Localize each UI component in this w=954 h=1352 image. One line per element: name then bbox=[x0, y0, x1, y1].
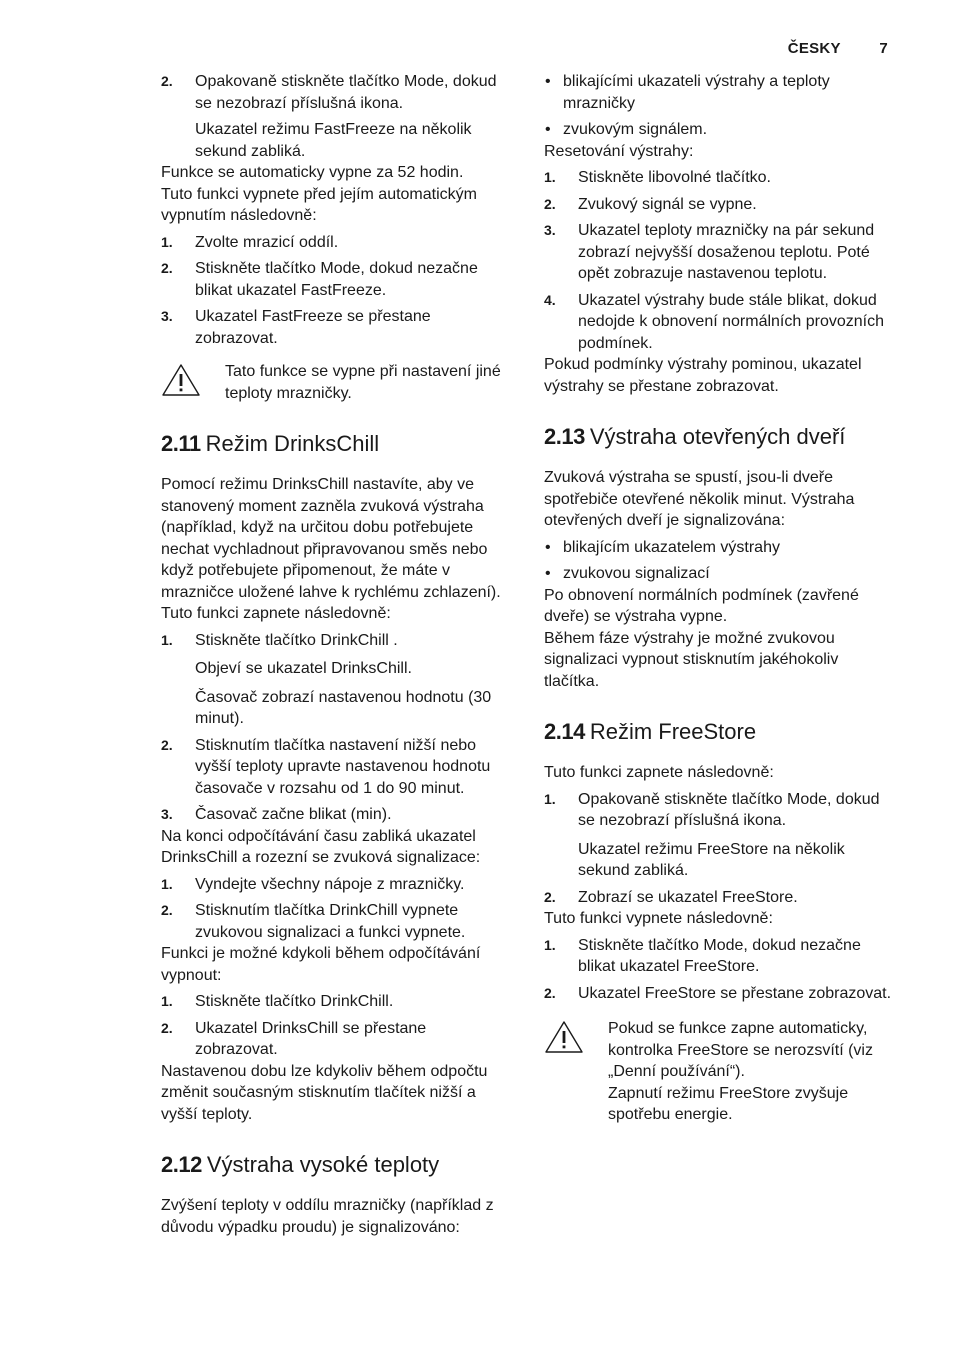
step-number: 3. bbox=[161, 308, 173, 324]
section-number: 2.11 bbox=[161, 431, 201, 456]
section-title: Režim FreeStore bbox=[589, 719, 757, 744]
paragraph: Resetování výstrahy: bbox=[544, 142, 694, 160]
list-item bbox=[544, 220, 894, 285]
step-subtext: Ukazatel režimu FreeStore na několik sekund zabliká. bbox=[578, 840, 845, 879]
bullet-dot-icon: • bbox=[545, 73, 551, 90]
section-heading bbox=[544, 423, 894, 451]
note-text: Tato funkce se vypne při nastavení jiné teploty mrazničky. bbox=[225, 363, 501, 402]
list-item bbox=[161, 735, 511, 800]
paragraph: Zvuková výstraha se spustí, jsou-li dveře spotřebiče otevřené několik minut. Výstraha otevřených dveří je signalizována: bbox=[544, 469, 855, 529]
step-text: Ukazatel DrinksChill se přestane zobrazovat. bbox=[195, 1019, 427, 1058]
bullet-dot-icon: • bbox=[545, 121, 551, 138]
bullet-item bbox=[544, 71, 894, 114]
step-text: Stiskněte libovolné tlačítko. bbox=[578, 169, 771, 186]
list-item bbox=[161, 258, 511, 301]
bullet-item bbox=[544, 563, 894, 585]
step-text: Stiskněte tlačítko DrinkChill . bbox=[195, 631, 398, 649]
step-number: 1. bbox=[161, 233, 173, 250]
list-item bbox=[161, 991, 511, 1013]
list-item bbox=[161, 630, 511, 652]
step-number: 1. bbox=[161, 875, 173, 892]
step-number: 1. bbox=[161, 631, 173, 648]
step-text: Časovač začne blikat (min). bbox=[195, 806, 392, 823]
section-title: Režim DrinksChill bbox=[205, 431, 380, 456]
step-number: 2. bbox=[161, 1019, 173, 1036]
paragraph: Po obnovení normálních podmínek (zavřené dveře) se výstraha vypne. bbox=[544, 586, 859, 625]
paragraph: Tuto funkci vypnete před jejím automatickým vypnutím následovně: bbox=[161, 185, 477, 224]
step-number: 2. bbox=[161, 260, 173, 276]
section-number: 2.14 bbox=[544, 719, 585, 744]
left-column bbox=[161, 71, 511, 1238]
bullet-dot-icon: • bbox=[545, 565, 551, 582]
note-text: Pokud se funkce zapne automaticky, kontrolka FreeStore se nerozsvítí (viz „Denní používání“). bbox=[608, 1020, 873, 1080]
paragraph: Tuto funkci zapnete následovně: bbox=[161, 605, 391, 622]
step-number: 1. bbox=[544, 936, 556, 953]
section-heading bbox=[161, 430, 511, 458]
list-item bbox=[544, 167, 894, 189]
page-header bbox=[788, 38, 888, 60]
list-item bbox=[161, 804, 511, 826]
paragraph: Tuto funkci zapnete následovně: bbox=[544, 764, 774, 781]
step-number: 2. bbox=[161, 73, 173, 89]
warning-note bbox=[161, 361, 511, 404]
step-subtext: Časovač zobrazí nastavenou hodnotu (30 minut). bbox=[195, 688, 492, 727]
language-label: ČESKY bbox=[787, 40, 841, 57]
step-text: Ukazatel FastFreeze se přestane zobrazovat. bbox=[195, 308, 431, 347]
list-item bbox=[161, 71, 511, 114]
list-item bbox=[544, 935, 894, 978]
step-number: 2. bbox=[544, 888, 556, 905]
list-item bbox=[161, 900, 511, 943]
list-item bbox=[544, 194, 894, 216]
step-text: Ukazatel teploty mrazničky na pár sekund zobrazí nejvyšší dosaženou teplotu. Poté opět zobrazuje nastavenou teplotu. bbox=[578, 222, 875, 282]
warning-note bbox=[544, 1018, 894, 1126]
bullet-text: zvukovou signalizací bbox=[563, 565, 710, 582]
section-number: 2.12 bbox=[161, 1152, 202, 1177]
paragraph: Funkci je možné kdykoli během odpočítávání vypnout: bbox=[161, 945, 481, 984]
step-number: 2. bbox=[544, 195, 556, 212]
step-subtext: Ukazatel režimu FastFreeze na několik sekund zabliká. bbox=[195, 121, 472, 160]
step-text: Zvolte mrazicí oddíl. bbox=[195, 233, 339, 251]
section-title: Výstraha otevřených dveří bbox=[589, 424, 846, 449]
paragraph: Funkce se automaticky vypne za 52 hodin. bbox=[161, 164, 464, 181]
step-text: Stisknutím tlačítka nastavení nižší nebo vyšší teploty upravte nastavenou hodnotu časovače v rozsahu od 1 do 90 minut. bbox=[195, 736, 491, 797]
right-column bbox=[544, 71, 894, 1126]
step-text: Ukazatel výstrahy bude stále blikat, dokud nedojde k obnovení normálních provozních podmínek. bbox=[578, 291, 884, 352]
section-title: Výstraha vysoké teploty bbox=[206, 1152, 440, 1177]
step-text: Zvukový signál se vypne. bbox=[578, 195, 757, 213]
step-text: Vyndejte všechny nápoje z mrazničky. bbox=[195, 875, 465, 893]
section-number: 2.13 bbox=[544, 424, 585, 449]
step-text: Stiskněte tlačítko DrinkChill. bbox=[195, 993, 394, 1010]
paragraph: Na konci odpočítávání času zabliká ukazatel DrinksChill a rozezní se zvuková signalizace: bbox=[161, 827, 481, 866]
bullet-item bbox=[544, 119, 894, 141]
section-heading bbox=[544, 718, 894, 746]
step-number: 2. bbox=[161, 736, 173, 753]
paragraph: Pomocí režimu DrinksChill nastavíte, aby ve stanovený moment zazněla zvuková výstraha (například, když na určitou dobu potřebujete nechat vychladnout připravovanou směs nebo když potřebujete připomenout, že máte v mrazničce uložené lahve k rychlému zchlazení). bbox=[161, 476, 501, 601]
step-number: 4. bbox=[544, 291, 556, 308]
list-item bbox=[161, 874, 511, 896]
step-text: Zobrazí se ukazatel FreeStore. bbox=[578, 888, 798, 906]
list-item bbox=[161, 306, 511, 349]
bullet-text: blikajícími ukazateli výstrahy a teploty mrazničky bbox=[563, 73, 830, 112]
list-item bbox=[544, 887, 894, 909]
bullet-dot-icon: • bbox=[545, 538, 551, 556]
list-item bbox=[161, 232, 511, 254]
section-heading bbox=[161, 1151, 511, 1179]
step-number: 2. bbox=[544, 984, 556, 1001]
step-text: Stiskněte tlačítko Mode, dokud nezačne blikat ukazatel FreeStore. bbox=[578, 936, 861, 975]
step-number: 1. bbox=[161, 993, 173, 1009]
list-item bbox=[544, 789, 894, 832]
list-item bbox=[544, 290, 894, 355]
step-number: 3. bbox=[161, 806, 173, 822]
step-subtext: Objeví se ukazatel DrinksChill. bbox=[195, 660, 412, 677]
step-number: 1. bbox=[544, 169, 556, 185]
step-number: 2. bbox=[161, 902, 173, 918]
bullet-item bbox=[544, 537, 894, 559]
step-text: Ukazatel FreeStore se přestane zobrazovat. bbox=[578, 984, 892, 1002]
bullet-text: blikajícím ukazatelem výstrahy bbox=[563, 538, 780, 556]
warning-triangle-icon bbox=[544, 1020, 584, 1054]
page-number: 7 bbox=[879, 40, 888, 57]
paragraph: Během fáze výstrahy je možné zvukovou signalizaci vypnout stisknutím jakéhokoliv tlačítka. bbox=[544, 629, 839, 690]
bullet-text: zvukovým signálem. bbox=[563, 121, 708, 138]
step-text: Opakovaně stiskněte tlačítko Mode, dokud se nezobrazí příslušná ikona. bbox=[578, 790, 880, 829]
step-number: 3. bbox=[544, 222, 556, 238]
list-item bbox=[161, 1018, 511, 1061]
step-text: Opakovaně stiskněte tlačítko Mode, dokud se nezobrazí příslušná ikona. bbox=[195, 73, 497, 112]
paragraph: Nastavenou dobu lze kdykoliv během odpočtu změnit současným stisknutím tlačítek nižší a vyšší teploty. bbox=[161, 1062, 488, 1123]
paragraph: Pokud podmínky výstrahy pominou, ukazatel výstrahy se přestane zobrazovat. bbox=[544, 356, 862, 395]
step-number: 1. bbox=[544, 790, 556, 807]
list-item bbox=[544, 983, 894, 1005]
step-text: Stisknutím tlačítka DrinkChill vypnete zvukovou signalizaci a funkci vypnete. bbox=[195, 902, 466, 941]
warning-triangle-icon bbox=[161, 363, 201, 397]
paragraph: Tuto funkci vypnete následovně: bbox=[544, 910, 773, 927]
step-text: Stiskněte tlačítko Mode, dokud nezačne blikat ukazatel FastFreeze. bbox=[195, 260, 478, 299]
note-text: Zapnutí režimu FreeStore zvyšuje spotřebu energie. bbox=[608, 1084, 849, 1123]
paragraph: Zvýšení teploty v oddílu mrazničky (například z důvodu výpadku proudu) je signalizováno: bbox=[161, 1197, 494, 1236]
